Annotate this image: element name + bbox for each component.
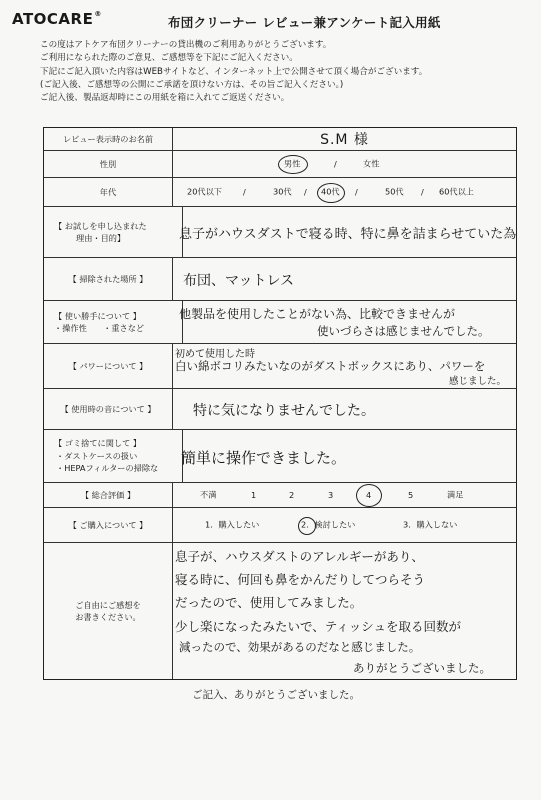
purchase-option-buy[interactable]: 1．購入したい: [205, 519, 260, 530]
survey-form: [43, 127, 517, 680]
maintenance-label: 【 ゴミ捨てに関して 】 ・ダストケースの扱い ・HEPAフィルターの掃除な: [44, 430, 183, 482]
gender-options: [173, 151, 516, 177]
handwritten-text: 特に気になりませんでした。: [193, 403, 375, 419]
gender-option-male[interactable]: 男性: [284, 158, 301, 169]
usability-row: [44, 301, 516, 344]
comments-label: ご自由にご感想を お書きください。: [44, 543, 173, 679]
rating-scale: [173, 483, 516, 507]
place-row: [44, 258, 516, 301]
handwritten-text: 簡単に操作できました。: [181, 449, 347, 467]
usability-label: 【 使い勝手について 】 ・操作性 ・重さなど: [44, 301, 183, 343]
gender-option-female[interactable]: 女性: [363, 158, 380, 169]
rating-option-2[interactable]: 2: [289, 490, 295, 500]
handwritten-text: 使いづらさは感じませんでした。: [317, 324, 490, 338]
age-option-20s[interactable]: 20代以下: [187, 186, 222, 197]
handwritten-text: 寝る時に、何回も鼻をかんだりしてつらそう: [175, 572, 426, 587]
separator: /: [355, 187, 358, 197]
purchase-option-consider[interactable]: 2．検討したい: [301, 519, 356, 530]
power-row: [44, 344, 516, 389]
atocare-logo: ATOCARE®: [12, 10, 102, 28]
intro-text: [40, 39, 427, 105]
gender-label: 性別: [44, 151, 173, 177]
handwritten-text: 布団、マットレス: [183, 273, 295, 289]
separator: /: [421, 187, 424, 197]
rating-option-3[interactable]: 3: [328, 490, 334, 500]
reason-answer[interactable]: [173, 207, 516, 257]
age-option-50s[interactable]: 50代: [385, 186, 404, 197]
reason-label: 【 お試しを申し込まれた 理由・目的】: [44, 207, 183, 257]
handwritten-text: ありがとうございました。: [353, 661, 491, 675]
maintenance-answer[interactable]: [173, 430, 516, 482]
rating-high-label: 満足: [447, 489, 464, 500]
age-row: [44, 178, 516, 207]
place-label: 【 掃除された場所 】: [44, 258, 173, 300]
handwritten-text: だったので、使用してみました。: [175, 595, 363, 610]
comments-row: [44, 543, 516, 679]
usability-answer[interactable]: [173, 301, 516, 343]
name-label: レビュー表示時のお名前: [44, 128, 173, 150]
handwritten-text: 白い綿ボコリみたいなのがダストボックスにあり、パワーを: [175, 359, 486, 373]
rating-option-4[interactable]: 4: [366, 490, 372, 500]
intro-line: (ご記入後、ご感想等の公開にご承諾を頂けない方は、その旨ご記入ください。): [40, 79, 344, 90]
handwritten-text: 初めて使用した時: [175, 349, 255, 360]
name-value[interactable]: S.M 様: [320, 132, 369, 148]
intro-line: 下記にご記入頂いた内容はWEBサイトなど、インターネット上で公開させて頂く場合がございます。: [40, 66, 428, 77]
intro-line: ご利用になられた際のご意見、ご感想等を下記にご記入ください。: [40, 53, 298, 64]
handwritten-text: 息子がハウスダストで寝る時、特に鼻を詰まらせていた為: [179, 227, 517, 242]
place-answer[interactable]: [173, 258, 516, 300]
separator: /: [334, 159, 337, 169]
handwritten-text: 減ったので、効果があるのだなと感じました。: [179, 640, 421, 654]
closing-message: ご記入、ありがとうございました。: [192, 689, 360, 701]
sound-label: 【 使用時の音について 】: [44, 389, 173, 429]
age-options: [173, 178, 516, 206]
handwritten-text: 少し楽になったみたいで、ティッシュを取る回数が: [175, 619, 462, 634]
rating-low-label: 不満: [200, 489, 217, 500]
maintenance-row: [44, 430, 516, 483]
name-row: [44, 128, 516, 151]
gender-row: [44, 151, 516, 178]
rating-option-5[interactable]: 5: [408, 490, 414, 500]
separator: /: [243, 187, 246, 197]
age-option-60s[interactable]: 60代以上: [439, 186, 474, 197]
age-label: 年代: [44, 178, 173, 206]
comments-answer[interactable]: [173, 543, 516, 679]
handwritten-text: 他製品を使用したことがない為、比較できませんが: [179, 307, 456, 321]
power-answer[interactable]: [173, 344, 516, 388]
purchase-options: [173, 508, 516, 542]
power-label: 【 パワーについて 】: [44, 344, 173, 388]
intro-line: ご記入後、製品返却時にこの用紙を箱に入れてご返送ください。: [40, 93, 290, 104]
rating-label: 【 総合評価 】: [44, 483, 173, 507]
handwritten-text: 感じました。: [449, 376, 507, 387]
purchase-row: [44, 508, 516, 543]
sound-answer[interactable]: [173, 389, 516, 429]
handwritten-text: 息子が、ハウスダストのアレルギーがあり、: [175, 549, 424, 564]
reason-row: [44, 207, 516, 258]
purchase-label: 【 ご購入について 】: [44, 508, 173, 542]
purchase-option-not-buy[interactable]: 3．購入しない: [403, 519, 458, 530]
age-option-30s[interactable]: 30代: [273, 186, 292, 197]
sound-row: [44, 389, 516, 430]
document-title: 布団クリーナー レビュー兼アンケート記入用紙: [168, 15, 441, 30]
rating-option-1[interactable]: 1: [251, 490, 257, 500]
separator: /: [304, 187, 307, 197]
age-option-40s[interactable]: 40代: [321, 186, 340, 197]
rating-row: [44, 483, 516, 508]
intro-line: この度はアトケア布団クリーナーの貸出機のご利用ありがとうございます。: [40, 40, 332, 50]
